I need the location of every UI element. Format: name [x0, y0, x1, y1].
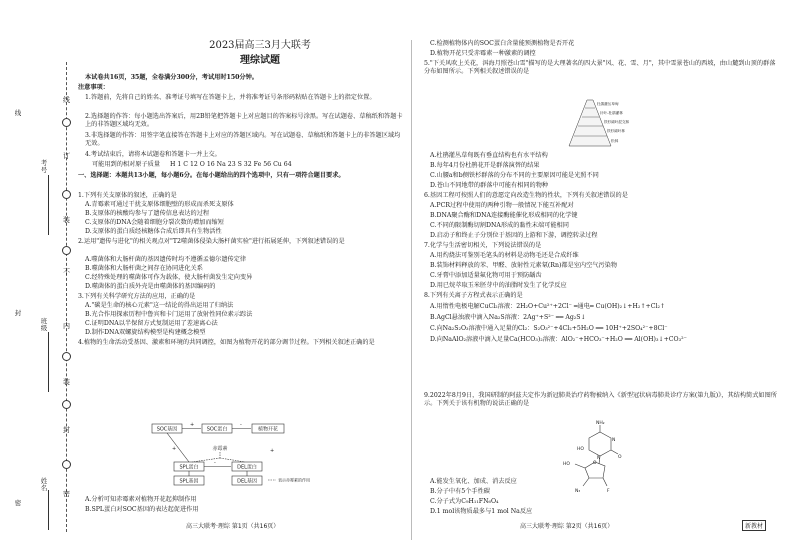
question-option: C.证明DNA以半保留方式复制运用了差速离心法: [85, 320, 218, 327]
question-option: C.分子式为C₉H₁₁FN₆O₄: [430, 498, 499, 505]
bond: [603, 478, 607, 486]
atom-label: N: [597, 456, 601, 461]
seal-circle: [62, 460, 71, 469]
bond: [575, 464, 585, 468]
question-option: B.AgCl悬浊液中滴入Na₂S溶液：2Ag⁺+S²⁻ ══ Ag₂S↓: [430, 314, 586, 321]
question-option: A."碳是生命的核心元素"这一结论的得出运用了归纳法: [85, 302, 234, 309]
question-stem: 2.运用"遗传与进化"的相关观点对"T2噬菌体侵染大肠杆菌实验"进行拓展延伸，下列叙述错误的是: [78, 238, 345, 245]
diagram-node: SOC基因: [156, 426, 178, 433]
atom-label: N₃: [575, 489, 581, 494]
question-option: C.经特殊处理的噬菌体可作为载体，使大肠杆菌发生定向变异: [85, 274, 253, 281]
pyramid-layer-label: 杜鹃灌丛草甸: [597, 102, 619, 106]
field-label-name: 姓名: [40, 477, 48, 492]
atomic-mass-label: 可能用到的相对原子质量: [92, 161, 161, 168]
field-line: [48, 175, 49, 235]
question-option: C.山腰a和b侧铁杉群落的分布不同的主要原因可能是光照不同: [430, 172, 599, 179]
notice-item: 4.考试结束后，请将本试题卷和答题卡一并上交。: [85, 151, 221, 158]
seal-char: 不: [63, 268, 70, 276]
aux-char: 密: [14, 499, 22, 507]
seal-char: 密: [63, 490, 70, 498]
diagram-node: SPL蛋白: [179, 464, 199, 471]
seal-char: 订: [63, 152, 70, 160]
notice-item: 3.非选择题的作答：用签字笔直接答在答题卡上对应的答题区域内。写在试题卷、草稿纸和答题卡上的非答题区域均无效。: [85, 132, 401, 147]
edition-badge: 新教材: [742, 520, 766, 531]
question-stem: 8.下列有关离子方程式表示正确的是: [424, 292, 523, 299]
question-option: D.启动子和终止子分别位于基因的上游和下游，调控转录过程: [430, 232, 598, 239]
atomic-mass-values: H 1 C 12 O 16 Na 23 S 32 Fe 56 Cu 64: [170, 161, 292, 168]
question-option: A.杜鹃灌丛草甸既有垂直结构也有水平结构: [430, 152, 548, 159]
azvudine-structure: [555, 420, 640, 500]
question-option: B.每年4月份杜鹃花开是群落演替的结果: [430, 162, 540, 169]
notice-item: 2.选择题的作答：每小题选出答案后，用2B铅笔把答题卡上对应题目的答案标号涂黑。写在试题卷、草稿纸和答题卡上的非答题区域均无效。: [85, 113, 403, 128]
question-option: C.检测植物体内的SOC蛋白含量能预测植物是否开花: [430, 40, 575, 47]
diagram-mark: +: [270, 448, 275, 454]
diagram-node: DEL基因: [237, 478, 257, 485]
field-label-exam-number: 考号: [40, 159, 48, 174]
seal-circle: [62, 400, 71, 409]
diagram-mark: -: [214, 460, 216, 466]
question-option: B.装饰材料释放的苯、甲醛、放射性元素氡(Rn)都是室内空气污染物: [430, 262, 618, 269]
diagram-node: SPL基因: [179, 478, 199, 485]
section-heading: 一、选择题：本题共13小题，每小题6分。在每小题给出的四个选项中，只有一项符合题目要求。: [78, 172, 345, 179]
question-option: A.噬菌体和大肠杆菌的基因遗传时均不遵循孟德尔遗传定律: [85, 256, 247, 263]
diagram-arrow: [220, 458, 245, 462]
bond: [611, 450, 618, 454]
pyramid-layer-label: 铁杉阔叶混交林: [604, 120, 630, 124]
field-line: [48, 490, 49, 530]
diagram-arrow: [167, 433, 189, 462]
seal-circle: [62, 246, 71, 255]
question-stem: 5."下关风吹上关花，洱海月照苍山雪"描写的是大理著名的四大景"风、花、雪、月"，其中雪景苍山的西坡，由山麓到山顶的群落分布如图所示。下列相关叙述错误的是: [424, 60, 776, 75]
page-divider: [411, 40, 412, 540]
field-line: [48, 332, 49, 392]
page-title: 2023届高三3月大联考: [209, 40, 311, 51]
pyramid-layer-label: 松林: [611, 139, 619, 143]
question-option: A.能发生氧化、加成、消去反应: [430, 478, 517, 485]
atom-label: HO: [577, 447, 584, 452]
question-option: B.分子中有5个手性碳: [430, 488, 490, 495]
question-option: A.青霉素可通过干扰支原体细胞壁的形成而杀死支原体: [85, 201, 234, 208]
diagram-node: DEL蛋白: [237, 464, 257, 471]
page-footer-right: 高三大联考·理综 第2页（共16页）: [520, 523, 614, 530]
bond: [583, 478, 589, 486]
pyramid-layer-label: 铁杉阔叶林: [607, 129, 625, 133]
regulation-diagram: [150, 422, 310, 490]
question-option: D.苍山不同地带的群落中可能有相同的物种: [430, 182, 549, 189]
pyrimidine-ring: [589, 432, 611, 456]
diagram-mark: +: [190, 422, 195, 428]
notice-item: 1.答题前，先将自己的姓名、准考证号填写在答题卡上，并将准考证号条形码粘贴在答题卡上的指定位置。: [85, 94, 376, 101]
field-label-class: 班级: [40, 317, 48, 332]
diagram-node: 植物开花: [257, 426, 279, 433]
question-option: D.用已烷萃取玉米胚芽中的油脂时发生了化学反应: [430, 282, 567, 289]
question-stem: 6.基因工程可按照人们的意愿定向改造生物的性状，下列有关叙述错误的是: [424, 192, 628, 199]
question-stem: 1.下列有关支原体的叙述，正确的是: [78, 192, 177, 199]
question-stem: 3.下列有关科学研究方法的应用，正确的是: [78, 293, 196, 300]
page-subtitle: 理综试题: [240, 55, 280, 66]
seal-circle: [62, 352, 71, 361]
diagram-mark: +: [172, 446, 177, 452]
question-option: D.支原体的蛋白质经核糖体合成后即具有生物活性: [85, 228, 222, 235]
aux-char: 线: [14, 109, 22, 117]
question-option: D.制作DNA双螺旋结构模型是构建概念模型: [85, 329, 206, 336]
question-option: D.噬菌体的蛋白质外壳是由噬菌体的基因编码的: [85, 283, 216, 290]
question-option: D.1 mol该物质最多与1 mol Na反应: [430, 508, 533, 515]
question-option: C.牙膏中添加适量氟化物可用于预防龋齿: [430, 272, 542, 279]
question-option: D.向NaAlO₂溶液中滴入足量Ca(HCO₃)₂溶液：AlO₂⁻+HCO₃⁻+H₂O ══ Al(OH)₃↓+CO₃²⁻: [430, 336, 687, 343]
question-option: A.用惰性电极电解CuCl₂溶液：2H₂O+Cu²⁺+2Cl⁻ ═通电═ Cu(OH)₂↓+H₂↑+Cl₂↑: [430, 303, 666, 310]
atom-label: N: [612, 438, 616, 443]
seal-char: 线: [63, 96, 70, 104]
question-option: B.噬菌体和大肠杆菌之间存在协同进化关系: [85, 265, 203, 272]
question-option: D.植物开花只受赤霉素一种激素的调控: [430, 50, 536, 57]
question-option: C.向Na₂S₂O₃溶液中通入足量的Cl₂：S₂O₃²⁻+4Cl₂+5H₂O ══ 10H⁺+2SO₄²⁻+8Cl⁻: [430, 325, 668, 332]
question-stem: 7.化学与生活密切相关，下列说法错误的是: [424, 242, 542, 249]
page-footer-left: 高三大联考·理综 第1页（共16页）: [186, 523, 280, 530]
atom-label: HO: [563, 462, 570, 467]
atom-label: NH₂: [596, 421, 605, 426]
diagram-node: 赤霉素: [212, 446, 228, 452]
diagram-legend: 表示赤霉素的作用: [278, 477, 310, 483]
question-option: A.用灼烧法可鉴别毛笔头的材料是动物毛还是合成纤维: [430, 252, 579, 259]
seal-char: 封: [63, 426, 70, 434]
binding-margin: [0, 0, 72, 555]
question-option: C.不同的限制酶切割DNA形成的黏性末端可能相同: [430, 222, 569, 229]
diagram-mark: -: [240, 422, 242, 428]
diagram-node: SOC蛋白: [206, 426, 228, 433]
question-option: B.光合作用探索历程中鲁宾和卡门运用了放射性同位素示踪法: [85, 311, 253, 318]
seal-char: 装: [63, 216, 70, 224]
pyramid-layer-label: 针叶-杜鹃灌林: [600, 111, 623, 115]
seal-char: 装: [63, 378, 70, 386]
seal-char: 内: [63, 322, 70, 330]
question-option: B.支原体的核酸均参与了遗传信息表达的过程: [85, 210, 210, 217]
question-stem: 4.植物的生命活动受基因、激素和环境的共同调控，如图为植物开花的部分调节过程。下列相关叙述正确的是: [78, 339, 375, 346]
atom-label: O: [593, 461, 597, 466]
atom-label: O: [618, 455, 622, 460]
question-stem: 9.2022年8月9日，我国研制的阿兹夫定作为新冠肺炎治疗药物被纳入《新型冠状病毒肺炎诊疗方案(第九版)》，其结构简式如图所示。下列关于该有机物的说法正确的是: [424, 392, 777, 407]
notice-title: 注意事项：: [78, 84, 109, 91]
question-option: B.DNA聚合酶和DNA连接酶能催化形成相同的化学键: [430, 212, 578, 219]
aux-char: 封: [14, 309, 22, 317]
question-option: A.PCR过程中使用的两种引物一般情况下能互补配对: [430, 202, 574, 209]
question-option: B.SPL蛋白对SOC基因的表达起促进作用: [85, 506, 199, 513]
seal-circle: [62, 118, 71, 127]
vegetation-pyramid: [567, 98, 657, 148]
question-option: C.支原体的DNA会随着细胞分裂次数的增加而缩短: [85, 219, 224, 226]
question-option: A.分析可知赤霉素对植物开花起抑制作用: [85, 496, 197, 503]
seal-circle: [62, 190, 71, 199]
exam-intro: 本试卷共16页，35题，全卷满分300分，考试用时150分钟。: [85, 74, 258, 81]
atom-label: F: [607, 489, 610, 494]
